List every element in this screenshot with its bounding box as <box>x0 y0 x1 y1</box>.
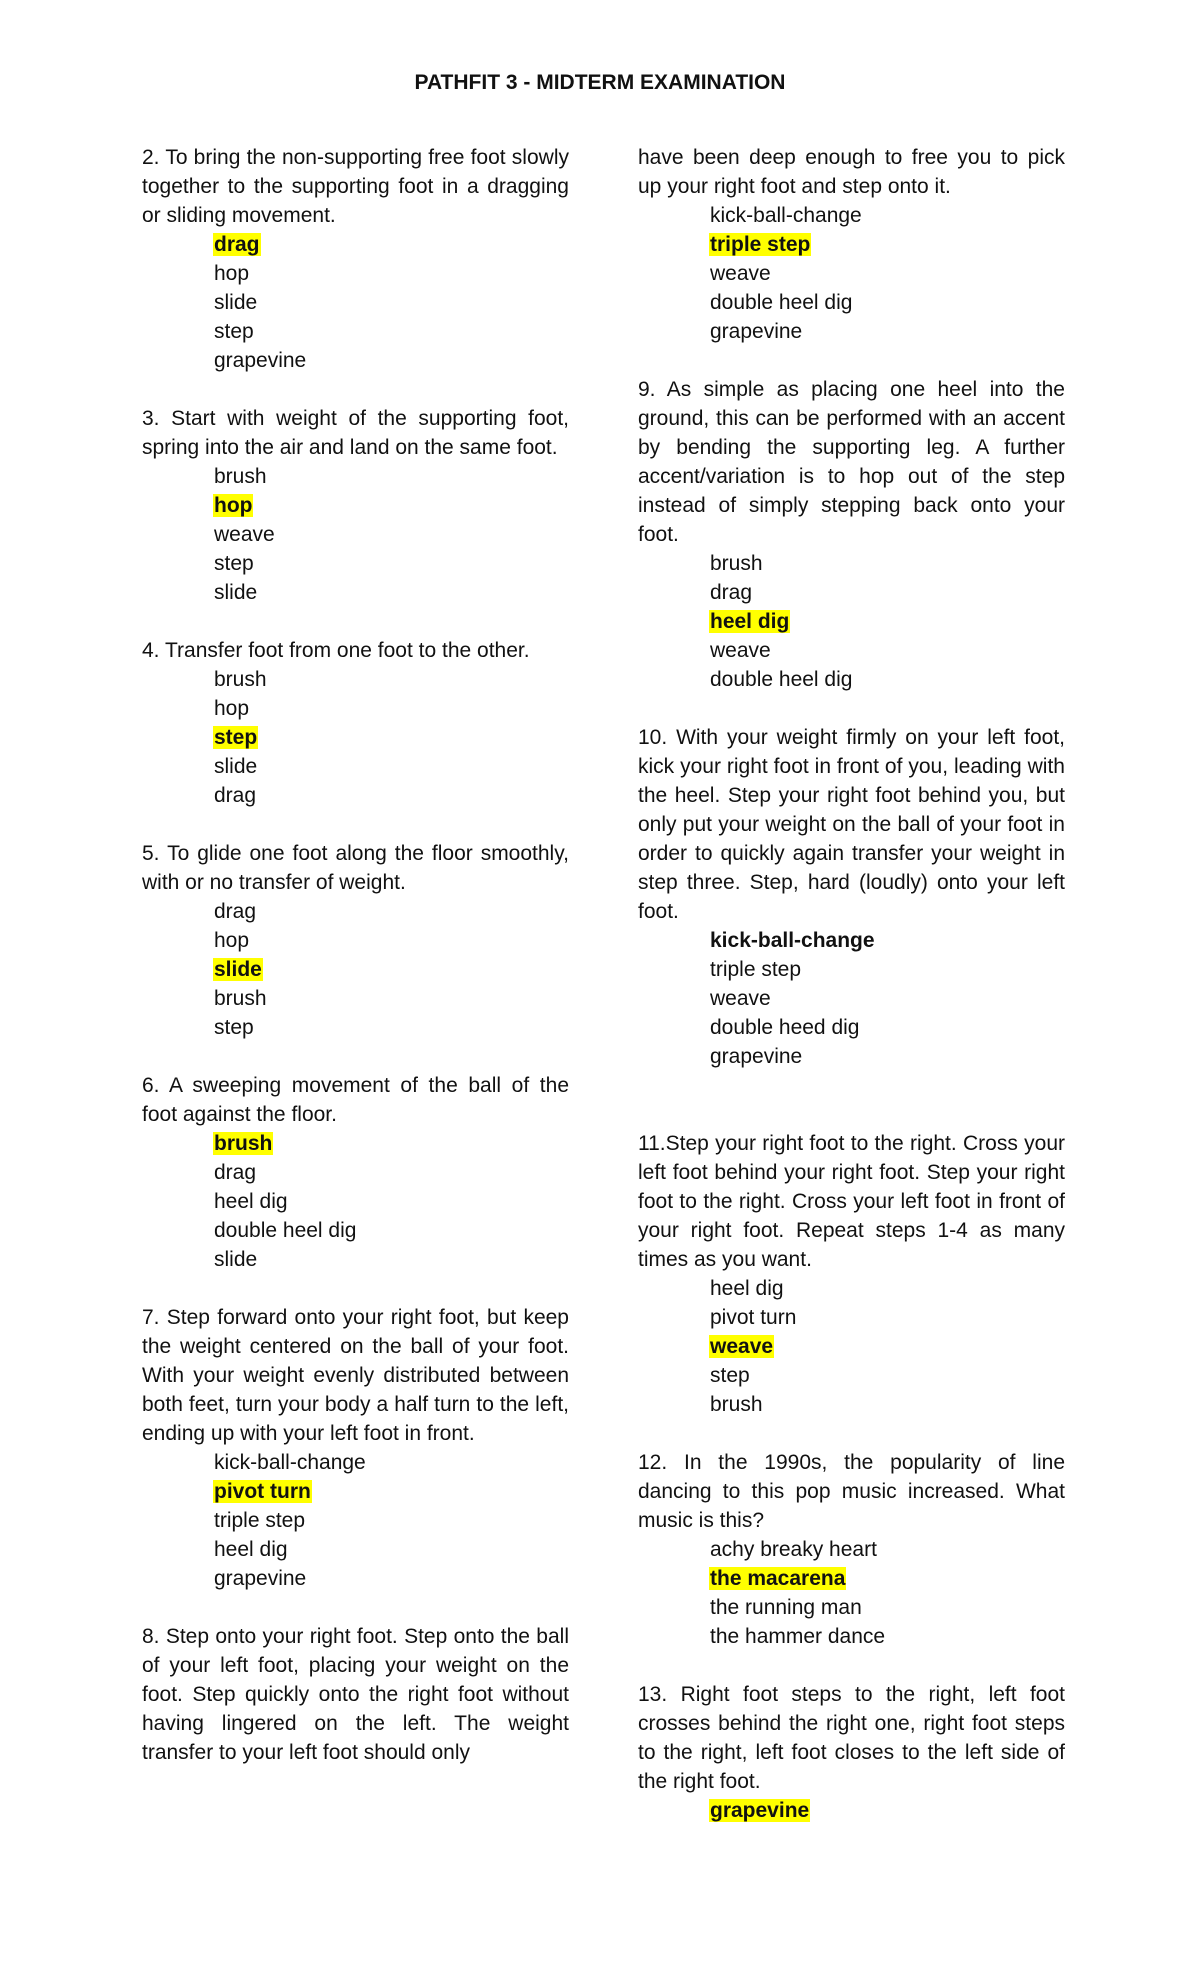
question-block <box>638 1129 1065 1419</box>
question-text: 9. As simple as placing one heel into the ground, this can be performed with an accent by bending the supporting leg. A further accent/variation is to hop out of the step instead of simply stepping back onto your foot. <box>638 378 1065 546</box>
question-text: 5. To glide one foot along the floor smoothly, with or no transfer of weight. <box>142 842 569 894</box>
option-list <box>638 1535 1065 1651</box>
question-text: 13. Right foot steps to the right, left foot crosses behind the right one, right foot steps to the right, left foot closes to the left side of the right foot. <box>638 1683 1065 1793</box>
option <box>213 694 569 723</box>
option-label: grapevine <box>710 1799 810 1822</box>
option-label: the macarena <box>710 1567 846 1590</box>
answer-option <box>709 1564 1065 1593</box>
option <box>213 1013 569 1042</box>
option <box>709 665 1065 694</box>
option-list <box>638 201 1065 346</box>
option <box>709 955 1065 984</box>
spacer <box>638 1100 1065 1129</box>
question-text: 12. In the 1990s, the popularity of line dancing to this pop music increased. What music is this? <box>638 1451 1065 1532</box>
answer-option <box>213 955 569 984</box>
option <box>213 1158 569 1187</box>
option <box>709 578 1065 607</box>
option <box>213 984 569 1013</box>
option <box>709 317 1065 346</box>
option-list <box>142 1448 569 1593</box>
option-label: weave <box>214 523 275 546</box>
question-block <box>142 1622 569 1767</box>
option-label: slide <box>214 581 258 604</box>
option-label: grapevine <box>214 1567 307 1590</box>
question-text: 3. Start with weight of the supporting foot, spring into the air and land on the same foot. <box>142 407 569 459</box>
question-text: 10. With your weight firmly on your left foot, kick your right foot in front of you, leading with the heel. Step your right foot behind you, but only put your weight on the ball of your foot in order to quickly again transfer your weight in step three. Step, hard (loudly) onto your left foot. <box>638 726 1065 923</box>
page-title: PATHFIT 3 - MIDTERM EXAMINATION <box>414 71 786 94</box>
option <box>213 1216 569 1245</box>
question-block <box>142 143 569 375</box>
question-text: 11.Step your right foot to the right. Cross your left foot behind your right foot. Step your right foot to the right. Cross your left foot in front of your right foot. Repeat steps 1-4 as many times as you want. <box>638 1132 1065 1271</box>
option-label: slide <box>214 291 258 314</box>
option-label: weave <box>710 1335 774 1358</box>
option-label: brush <box>214 1132 273 1155</box>
option <box>709 288 1065 317</box>
option-label: step <box>214 320 254 343</box>
option-list <box>142 665 569 810</box>
option <box>709 1013 1065 1042</box>
option <box>213 317 569 346</box>
option <box>213 665 569 694</box>
question-text: 6. A sweeping movement of the ball of the foot against the floor. <box>142 1074 569 1126</box>
option <box>213 1535 569 1564</box>
option-label: brush <box>710 552 763 575</box>
option-label: double heel dig <box>710 668 853 691</box>
option-label: weave <box>710 262 771 285</box>
question-block <box>142 1071 569 1274</box>
question-text: 7. Step forward onto your right foot, but keep the weight centered on the ball of your foot. With your weight evenly distributed between both feet, turn your body a half turn to the left, ending up with your left foot in front. <box>142 1306 569 1445</box>
question-block <box>638 143 1065 346</box>
option <box>213 1448 569 1477</box>
option <box>709 984 1065 1013</box>
option-label: the hammer dance <box>710 1625 886 1648</box>
option-label: heel dig <box>214 1190 288 1213</box>
option-label: heel dig <box>214 1538 288 1561</box>
question-text: 4. Transfer foot from one foot to the other. <box>142 639 530 662</box>
option <box>213 578 569 607</box>
option <box>709 1274 1065 1303</box>
option-label: brush <box>214 668 267 691</box>
option-label: hop <box>214 929 250 952</box>
option <box>213 1245 569 1274</box>
option-label: brush <box>710 1393 763 1416</box>
option-label: kick-ball-change <box>710 929 875 952</box>
option-label: drag <box>214 784 257 807</box>
option-label: grapevine <box>710 320 803 343</box>
question-block <box>142 636 569 810</box>
option <box>213 259 569 288</box>
option-label: heel dig <box>710 1277 784 1300</box>
option <box>213 346 569 375</box>
question-text: 8. Step onto your right foot. Step onto the ball of your left foot, placing your weight on the foot. Step quickly onto the right foot without having lingered on the left. The weight transfer to your left foot should only <box>142 1625 569 1764</box>
option-label: triple step <box>214 1509 306 1532</box>
option-label: hop <box>214 262 250 285</box>
option-label: grapevine <box>710 1045 803 1068</box>
answer-option <box>213 230 569 259</box>
question-block <box>142 1303 569 1593</box>
question-block <box>638 375 1065 694</box>
option <box>709 1303 1065 1332</box>
option-label: step <box>214 552 254 575</box>
option-label: weave <box>710 639 771 662</box>
answer-option <box>709 1796 1065 1825</box>
option-list <box>142 897 569 1042</box>
option-list <box>638 926 1065 1071</box>
option-label: hop <box>214 494 253 517</box>
answer-option <box>709 1332 1065 1361</box>
answer-option <box>709 230 1065 259</box>
option <box>709 1361 1065 1390</box>
option <box>213 1564 569 1593</box>
question-block <box>638 1680 1065 1825</box>
option-list <box>638 549 1065 694</box>
option-label: the running man <box>710 1596 862 1619</box>
question-block <box>142 839 569 1042</box>
option <box>213 462 569 491</box>
answer-option <box>213 1129 569 1158</box>
option <box>213 926 569 955</box>
option-label: weave <box>710 987 771 1010</box>
option-label: step <box>214 726 258 749</box>
option <box>709 1042 1065 1071</box>
option-label: slide <box>214 958 262 981</box>
option <box>213 1506 569 1535</box>
option <box>709 1535 1065 1564</box>
option-label: step <box>214 1016 254 1039</box>
option-label: step <box>710 1364 750 1387</box>
option-label: drag <box>214 233 260 256</box>
option-label: kick-ball-change <box>214 1451 366 1474</box>
option-list <box>142 462 569 607</box>
option <box>709 201 1065 230</box>
question-block <box>638 723 1065 1071</box>
option <box>213 520 569 549</box>
option-list <box>142 230 569 375</box>
left-column <box>142 143 569 1796</box>
right-column <box>638 143 1065 1854</box>
option <box>709 259 1065 288</box>
answer-option <box>213 723 569 752</box>
question-block <box>142 404 569 607</box>
answer-option <box>213 1477 569 1506</box>
option-label: double heed dig <box>710 1016 860 1039</box>
option-label: kick-ball-change <box>710 204 862 227</box>
option-label: achy breaky heart <box>710 1538 877 1561</box>
option <box>213 897 569 926</box>
question-text: have been deep enough to free you to pick up your right foot and step onto it. <box>638 146 1065 198</box>
option <box>709 926 1065 955</box>
option <box>213 549 569 578</box>
answer-option <box>709 607 1065 636</box>
question-text: 2. To bring the non-supporting free foot slowly together to the supporting foot in a dragging or sliding movement. <box>142 146 569 227</box>
option-label: pivot turn <box>214 1480 311 1503</box>
option <box>709 549 1065 578</box>
option-label: double heel dig <box>710 291 853 314</box>
option-label: slide <box>214 755 258 778</box>
option <box>709 1622 1065 1651</box>
option-list <box>142 1129 569 1274</box>
option <box>213 752 569 781</box>
question-block <box>638 1448 1065 1651</box>
option-label: drag <box>214 900 257 923</box>
option-label: hop <box>214 697 250 720</box>
option-label: heel dig <box>710 610 790 633</box>
option <box>213 288 569 317</box>
option-list <box>638 1796 1065 1825</box>
option-label: triple step <box>710 233 811 256</box>
option-label: drag <box>214 1161 257 1184</box>
option-label: double heel dig <box>214 1219 357 1242</box>
answer-option <box>213 491 569 520</box>
option-list <box>638 1274 1065 1419</box>
option-label: slide <box>214 1248 258 1271</box>
option <box>213 1187 569 1216</box>
option <box>213 781 569 810</box>
option-label: triple step <box>710 958 802 981</box>
option <box>709 1390 1065 1419</box>
option <box>709 1593 1065 1622</box>
option-label: pivot turn <box>710 1306 797 1329</box>
option-label: brush <box>214 987 267 1010</box>
option-label: grapevine <box>214 349 307 372</box>
option-label: brush <box>214 465 267 488</box>
option-label: drag <box>710 581 753 604</box>
option <box>709 636 1065 665</box>
